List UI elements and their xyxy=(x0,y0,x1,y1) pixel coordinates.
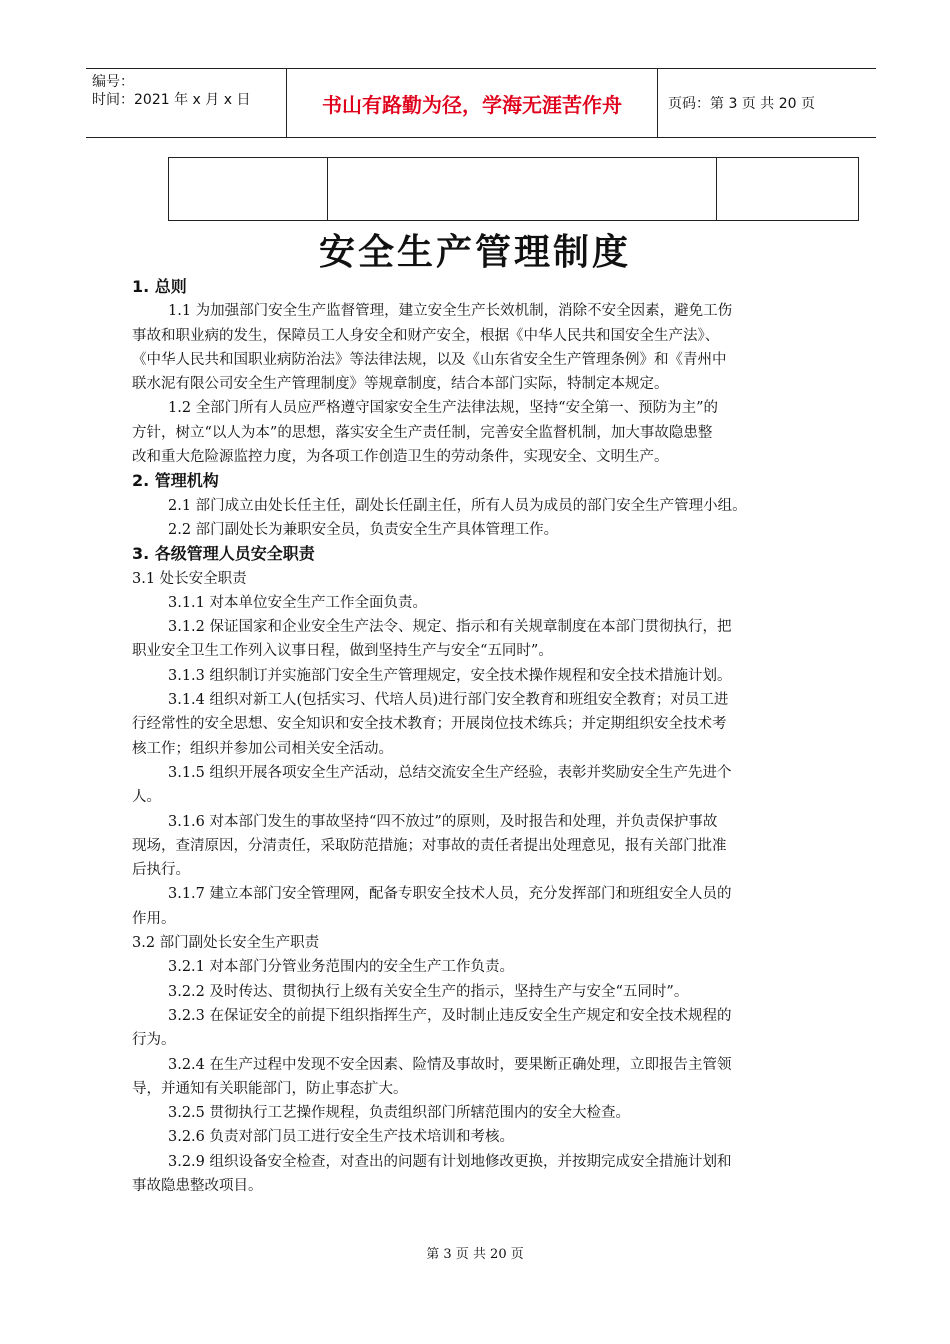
header-number: 编号： xyxy=(92,74,134,90)
text-line: 3.1.1 对本单位安全生产工作全面负责。 xyxy=(168,594,428,611)
section-heading: 1. 总则 xyxy=(132,277,187,296)
text-line: 事故和职业病的发生，保障员工人身安全和财产安全，根据《中华人民共和国安全生产法》、 xyxy=(132,327,720,344)
text-line: 作用。 xyxy=(132,910,176,927)
blank-form-table xyxy=(168,157,859,221)
text-line: 事故隐患整改项目。 xyxy=(132,1177,263,1194)
header-right-cell xyxy=(658,69,876,137)
header-page-number: 页码：第 3 页 共 20 页 xyxy=(668,96,815,112)
text-line: 3.1.3 组织制订并实施部门安全生产管理规定，安全技术操作规程和安全技术措施计划。 xyxy=(168,667,732,684)
text-line: 联水泥有限公司安全生产管理制度》等规章制度，结合本部门实际，特制定本规定。 xyxy=(132,376,669,393)
text-line: 3.1 处长安全职责 xyxy=(132,570,247,587)
header-left-cell xyxy=(86,69,286,137)
header-motto: 书山有路勤为径，学海无涯苦作舟 xyxy=(322,92,622,117)
blank-cell-1 xyxy=(169,158,328,220)
text-line: 3.2 部门副处长安全生产职责 xyxy=(132,935,320,952)
text-line: 3.1.4 组织对新工人(包括实习、代培人员)进行部门安全教育和班组安全教育；对员工进 xyxy=(168,692,729,709)
header-middle-cell xyxy=(286,69,658,137)
text-line: 职业安全卫生工作列入议事日程，做到坚持生产与安全“五同时”。 xyxy=(132,643,553,660)
text-line: 方针，树立“以人为本”的思想，落实安全生产责任制，完善安全监督机制，加大事故隐患整 xyxy=(132,424,713,441)
text-line: 改和重大危险源监控力度，为各项工作创造卫生的劳动条件，实现安全、文明生产。 xyxy=(132,449,669,466)
text-line: 3.2.5 贯彻执行工艺操作规程，负责组织部门所辖范围内的安全大检查。 xyxy=(168,1105,631,1122)
text-line: 3.2.2 及时传达、贯彻执行上级有关安全生产的指示，坚持生产与安全“五同时”。 xyxy=(168,983,689,1000)
text-line: 2.1 部门成立由处长任主任，副处长任副主任，所有人员为成员的部门安全生产管理小组。 xyxy=(168,497,747,514)
text-line: 行经常性的安全思想、安全知识和安全技术教育；开展岗位技术练兵；并定期组织安全技术考 xyxy=(132,716,727,733)
blank-cell-2 xyxy=(328,158,717,220)
text-line: 人。 xyxy=(132,789,161,806)
text-line: 2.2 部门副处长为兼职安全员，负责安全生产具体管理工作。 xyxy=(168,521,559,538)
text-line: 现场，查清原因，分清责任，采取防范措施；对事故的责任者提出处理意见，报有关部门批准 xyxy=(132,837,727,854)
text-line: 3.2.3 在保证安全的前提下组织指挥生产，及时制止违反安全生产规定和安全技术规程的 xyxy=(168,1007,732,1024)
text-line: 3.2.1 对本部门分管业务范围内的安全生产工作负责。 xyxy=(168,959,515,976)
section-heading: 2. 管理机构 xyxy=(132,471,219,491)
text-line: 1.1 为加强部门安全生产监督管理，建立安全生产长效机制，消除不安全因素，避免工伤 xyxy=(168,303,733,320)
document-body xyxy=(132,275,822,1198)
page-footer: 第 3 页 共 20 页 xyxy=(426,1247,524,1262)
header-table xyxy=(86,68,876,138)
text-line: 3.2.9 组织设备安全检查，对查出的问题有计划地修改更换，并按期完成安全措施计划和 xyxy=(168,1153,732,1170)
text-line: 3.1.7 建立本部门安全管理网，配备专职安全技术人员，充分发挥部门和班组安全人员的 xyxy=(168,886,732,903)
text-line: 3.2.4 在生产过程中发现不安全因素、险情及事故时，要果断正确处理，立即报告主管领 xyxy=(168,1056,732,1073)
text-line: 3.2.6 负责对部门员工进行安全生产技术培训和考核。 xyxy=(168,1129,515,1146)
text-line: 3.1.2 保证国家和企业安全生产法令、规定、指示和有关规章制度在本部门贯彻执行，把 xyxy=(168,619,732,636)
blank-cell-3 xyxy=(717,158,858,220)
text-line: 行为。 xyxy=(132,1032,176,1049)
document-title: 安全生产管理制度 xyxy=(318,232,631,273)
text-line: 后执行。 xyxy=(132,862,190,879)
text-line: 《中华人民共和国职业病防治法》等法律法规，以及《山东省安全生产管理条例》和《青州中 xyxy=(132,351,727,368)
text-line: 3.1.6 对本部门发生的事故坚持“四不放过”的原则，及时报告和处理，并负责保护事故 xyxy=(168,813,718,830)
text-line: 1.2 全部门所有人员应严格遵守国家安全生产法律法规，坚持“安全第一、预防为主”的 xyxy=(168,400,718,417)
text-line: 3.1.5 组织开展各项安全生产活动，总结交流安全生产经验，表彰并奖励安全生产先进个 xyxy=(168,764,732,781)
text-line: 导，并通知有关职能部门，防止事态扩大。 xyxy=(132,1080,408,1097)
text-line: 核工作；组织并参加公司相关安全活动。 xyxy=(132,740,393,757)
header-date: 时间：2021 年 x 月 x 日 xyxy=(92,92,251,108)
section-heading: 3. 各级管理人员安全职责 xyxy=(132,544,315,564)
